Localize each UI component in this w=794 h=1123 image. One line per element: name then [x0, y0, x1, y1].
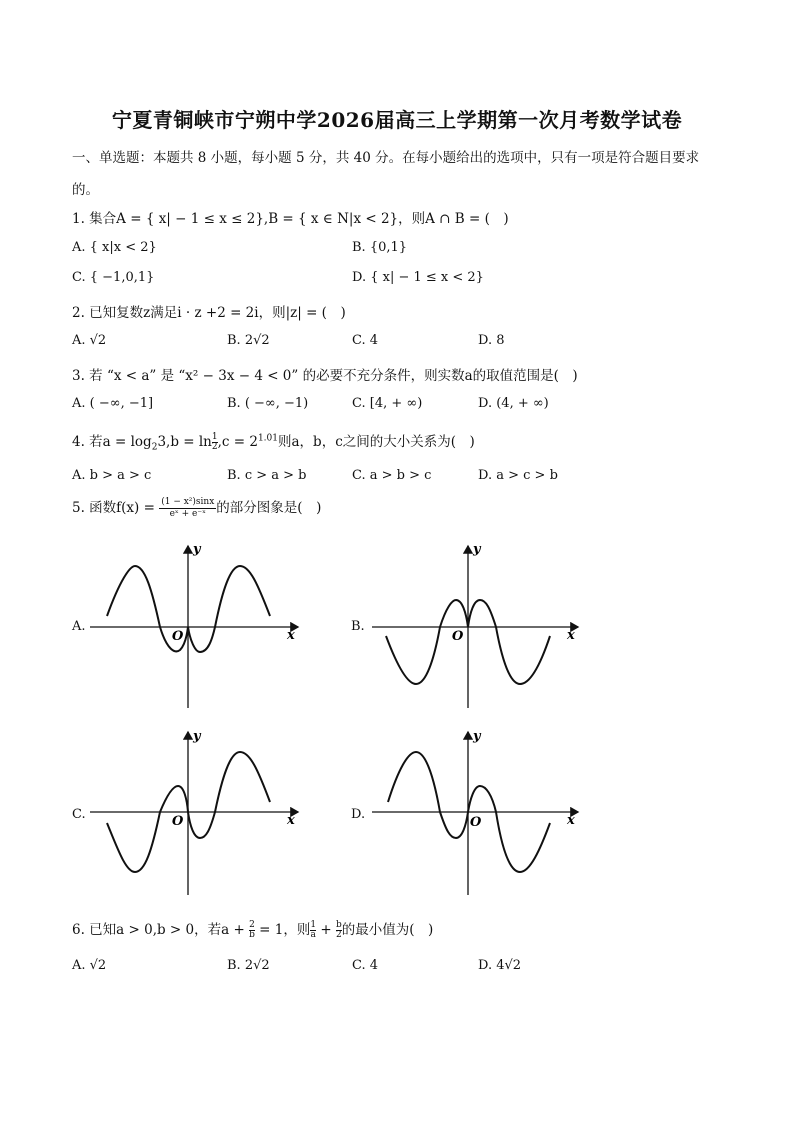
graph-c-y-label: y	[193, 729, 201, 744]
graph-d-origin: O	[470, 815, 482, 830]
graph-b-x-label: x	[567, 628, 575, 643]
q2-option-d: D. 8	[478, 333, 505, 348]
q6-f2-num: 1	[310, 920, 317, 930]
page-title: 宁夏青铜峡市宁朔中学2026届高三上学期第一次月考数学试卷	[111, 108, 683, 132]
graph-d-label: D.	[351, 807, 366, 822]
question-6-stem	[72, 918, 433, 940]
q2-option-a: A. √2	[72, 333, 107, 348]
q6-text-d: 的最小值为( )	[341, 922, 434, 938]
q4-option-c: C. a > b > c	[352, 468, 432, 483]
q6-option-b: B. 2√2	[227, 958, 270, 973]
q5-text-b: 的部分图象是( )	[216, 500, 322, 516]
q3-option-b: B. ( −∞, −1)	[227, 396, 309, 411]
graph-a	[90, 542, 298, 708]
q6-f1-num: 2	[249, 920, 255, 930]
q4-text-a: 4. 若a = log	[72, 434, 152, 450]
q3-option-c: C. [4, + ∞)	[352, 396, 423, 411]
q4-frac-den: 2	[211, 442, 218, 452]
section-heading-line2: 的。	[72, 182, 99, 198]
q4-option-d: D. a > c > b	[478, 468, 558, 483]
graph-c-x-label: x	[287, 813, 295, 828]
q4-option-a: A. b > a > c	[72, 468, 152, 483]
q6-text-b: = 1，则	[259, 922, 311, 938]
q6-text-c: +	[320, 922, 332, 938]
graph-d	[372, 729, 578, 895]
q4-option-b: B. c > a > b	[227, 468, 307, 483]
q6-option-c: C. 4	[352, 958, 379, 973]
graph-c-label: C.	[72, 807, 86, 822]
graph-b-y-label: y	[473, 542, 481, 557]
q6-fraction-1	[249, 921, 255, 940]
q6-option-d: D. 4√2	[478, 958, 522, 973]
q4-frac-num: 1	[211, 432, 218, 442]
q1-option-a: A. { x|x < 2}	[72, 240, 157, 255]
q3-option-a: A. ( −∞, −1]	[72, 396, 154, 411]
section-heading-line1: 一、单选题：本题共 8 小题，每小题 5 分，共 40 分。在每小题给出的选项中，只有一项是符合题目要求	[72, 150, 700, 166]
question-2-stem: 2. 已知复数z满足i · z +2 = 2i，则|z| = ( )	[72, 305, 346, 321]
q1-option-c: C. { −1,0,1}	[72, 270, 155, 285]
q4-exponent: 1.01	[257, 433, 278, 444]
q4-text-b: 3,b = ln	[157, 434, 212, 450]
q1-option-d: D. { x| − 1 ≤ x < 2}	[352, 270, 484, 285]
q1-option-b: B. {0,1}	[352, 240, 408, 255]
q6-option-a: A. √2	[72, 958, 107, 973]
graph-d-x-label: x	[567, 813, 575, 828]
q5-text-a: 5. 函数f(x) =	[72, 500, 155, 516]
q5-frac-den: eˣ + e⁻ˣ	[169, 509, 206, 519]
graph-a-origin: O	[172, 629, 184, 644]
q2-option-b: B. 2√2	[227, 333, 270, 348]
q6-text-a: 6. 已知a > 0,b > 0，若a +	[72, 922, 245, 938]
question-1-stem: 1. 集合A = { x| − 1 ≤ x ≤ 2},B = { x ∈ N|x < 2}，则A ∩ B = ( )	[72, 211, 509, 227]
graph-b-origin: O	[452, 629, 464, 644]
q6-f3-den: 2	[336, 930, 342, 940]
q6-f1-den: b	[249, 930, 255, 940]
q2-option-c: C. 4	[352, 333, 379, 348]
graph-a-x-label: x	[287, 628, 295, 643]
q3-option-d: D. (4, + ∞)	[478, 396, 549, 411]
q4-text-d: 则a，b，c之间的大小关系为( )	[278, 434, 475, 450]
graph-d-y-label: y	[473, 729, 481, 744]
graph-a-label: A.	[72, 619, 86, 634]
graph-c-origin: O	[172, 814, 184, 829]
q4-log-base: 2	[151, 442, 158, 453]
graph-a-y-label: y	[193, 542, 201, 557]
graph-b-label: B.	[351, 619, 365, 634]
q5-frac-num: (1 − x²)sinx	[161, 497, 215, 507]
graph-b	[372, 542, 578, 708]
question-3-stem: 3. 若 “x < a” 是 “x² − 3x − 4 < 0” 的必要不充分条件，则实数a的取值范围是( )	[72, 368, 578, 384]
graph-c	[90, 729, 298, 895]
q6-f2-den: a	[310, 930, 316, 940]
q6-fraction-2	[310, 921, 316, 940]
q4-text-c: ,c = 2	[217, 434, 258, 450]
q6-f3-num: b	[335, 920, 342, 930]
